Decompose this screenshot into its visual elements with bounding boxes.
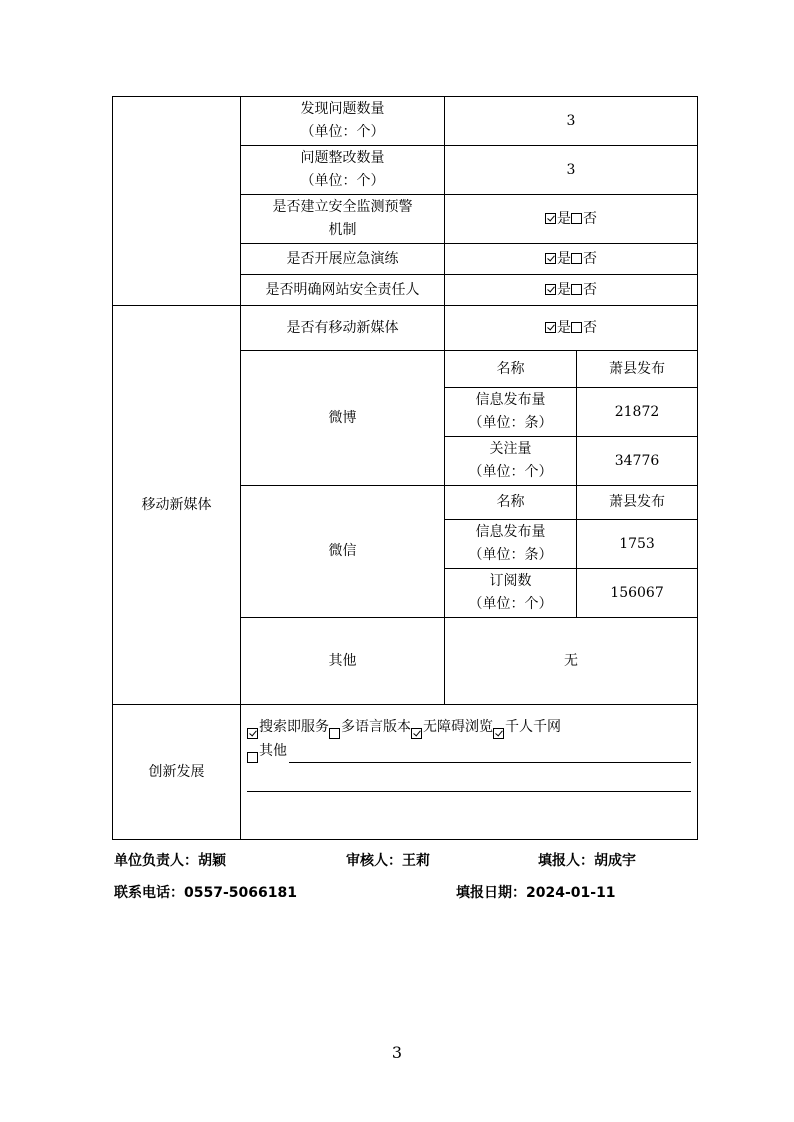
wechat-sub-value: 156067: [577, 569, 698, 618]
responsible-choice: 是 否: [445, 275, 698, 306]
other-media-value: 无: [445, 618, 698, 705]
checkbox-checked-icon[interactable]: [411, 728, 422, 739]
checkbox-checked-icon[interactable]: [545, 253, 556, 264]
has-media-choice: 是 否: [445, 306, 698, 351]
wechat-posts-label: 信息发布量 （单位：条）: [445, 520, 577, 569]
report-form-table: [112, 96, 698, 840]
issues-found-label: 发现问题数量 （单位：个）: [241, 97, 445, 146]
wechat-name-value: 萧县发布: [577, 486, 698, 520]
responsible-label: 是否明确网站安全责任人: [241, 275, 445, 306]
weibo-posts-value: 21872: [577, 388, 698, 437]
reviewer: 审核人：王莉: [346, 853, 430, 869]
checkbox-checked-icon[interactable]: [493, 728, 504, 739]
issues-fixed-value: 3: [445, 146, 698, 195]
media-section-label: 移动新媒体: [113, 306, 241, 705]
checkbox-checked-icon[interactable]: [545, 284, 556, 295]
checkbox-empty-icon[interactable]: [247, 752, 258, 763]
checkbox-checked-icon[interactable]: [545, 322, 556, 333]
drill-label: 是否开展应急演练: [241, 244, 445, 275]
wechat-sub-label: 订阅数 （单位：个）: [445, 569, 577, 618]
page-number: 3: [391, 1043, 403, 1062]
weibo-label: 微博: [241, 351, 445, 486]
checkbox-empty-icon[interactable]: [571, 253, 582, 264]
innovation-other-line: 其他: [247, 739, 691, 763]
innovation-options: [241, 705, 698, 840]
issues-found-value: 3: [445, 97, 698, 146]
fill-date: 填报日期：2024-01-11: [456, 885, 616, 901]
checkbox-checked-icon[interactable]: [545, 213, 556, 224]
wechat-label: 微信: [241, 486, 445, 618]
innovation-options-line: 搜索即服务 多语言版本 无障碍浏览 千人千网: [247, 715, 691, 739]
drill-choice: 是 否: [445, 244, 698, 275]
checkbox-empty-icon[interactable]: [329, 728, 340, 739]
blank-fill-line[interactable]: [247, 769, 691, 792]
filler: 填报人：胡成宇: [538, 853, 636, 869]
weibo-name-value: 萧县发布: [577, 351, 698, 388]
wechat-name-label: 名称: [445, 486, 577, 520]
has-media-label: 是否有移动新媒体: [241, 306, 445, 351]
monitor-label: 是否建立安全监测预警 机制: [241, 195, 445, 244]
weibo-follow-label: 关注量 （单位：个）: [445, 437, 577, 486]
wechat-posts-value: 1753: [577, 520, 698, 569]
weibo-name-label: 名称: [445, 351, 577, 388]
contact-phone: 联系电话：0557-5066181: [114, 885, 297, 901]
monitor-choice: 是 否: [445, 195, 698, 244]
weibo-follow-value: 34776: [577, 437, 698, 486]
checkbox-empty-icon[interactable]: [571, 322, 582, 333]
other-media-label: 其他: [241, 618, 445, 705]
checkbox-empty-icon[interactable]: [571, 284, 582, 295]
unit-head: 单位负责人：胡颖: [114, 853, 226, 869]
checkbox-checked-icon[interactable]: [247, 728, 258, 739]
innovation-label: 创新发展: [113, 705, 241, 840]
security-section-cell: [113, 97, 241, 306]
weibo-posts-label: 信息发布量 （单位：条）: [445, 388, 577, 437]
issues-fixed-label: 问题整改数量 （单位：个）: [241, 146, 445, 195]
other-fill-line[interactable]: [289, 744, 691, 763]
checkbox-empty-icon[interactable]: [571, 213, 582, 224]
